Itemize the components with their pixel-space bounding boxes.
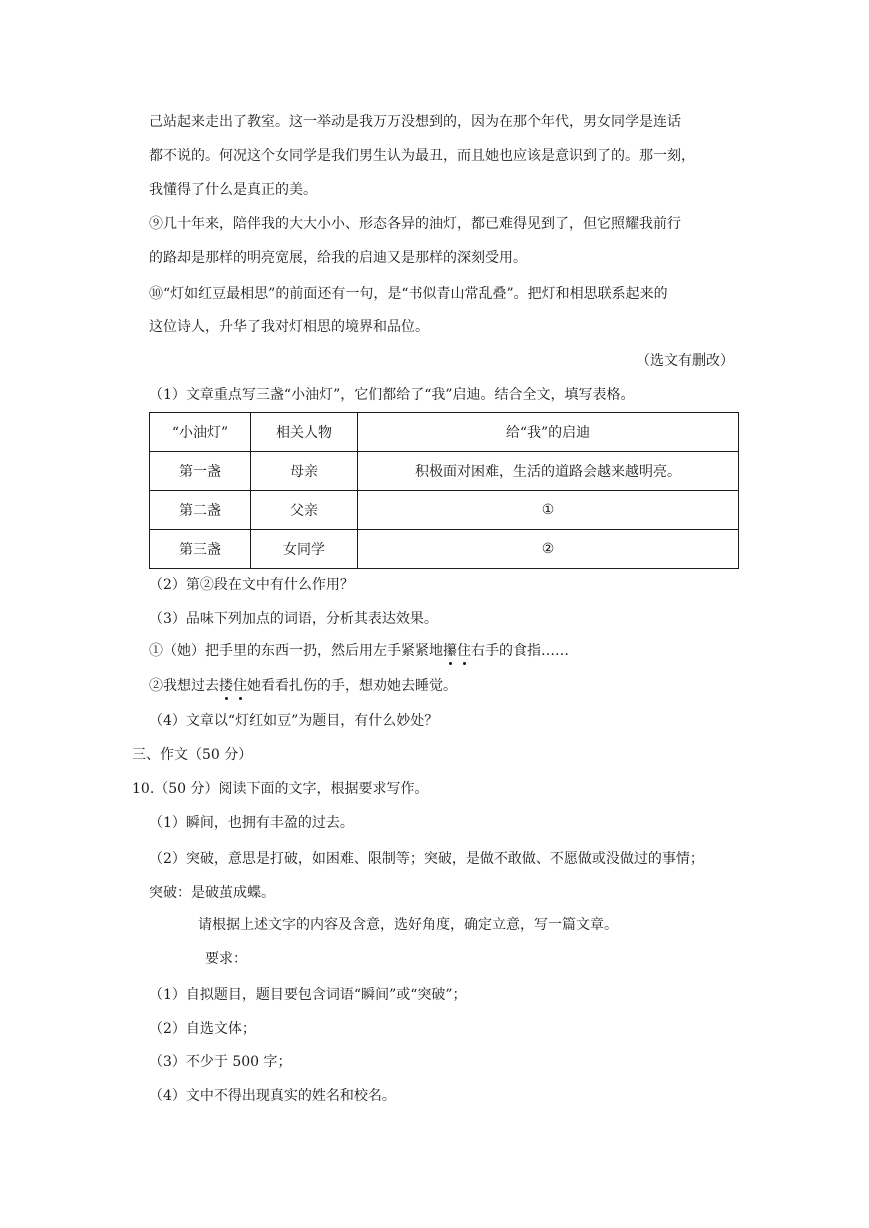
question-10-stem: 10.（50 分）阅读下面的文字，根据要求写作。 [132, 781, 429, 797]
section-title: 三、作文（50 分） [132, 747, 253, 763]
paragraph-10-line: ⑩“灯如红豆最相思”的前面还有一句，是“书似青山常乱叠”。把灯和相思联系起来的 [149, 286, 668, 302]
table-header-cell: “小油灯” [150, 413, 251, 452]
table-cell: 第二盏 [150, 491, 251, 530]
table-row [150, 491, 739, 530]
table-cell: ① [358, 491, 739, 530]
table-row [150, 530, 739, 569]
table-cell: 第三盏 [150, 530, 251, 569]
dotted-character: 住 [457, 643, 471, 659]
requirement-item: （4）文中不得出现真实的姓名和校名。 [149, 1088, 396, 1104]
table-cell: 女同学 [251, 530, 358, 569]
material-2-line: 突破：是破茧成蝶。 [149, 885, 275, 901]
table-header-cell: 给“我”的启迪 [358, 413, 739, 452]
question-3-item-2 [149, 676, 457, 696]
requirement-item: （1）自拟题目，题目要包含词语“瞬间”或“突破”； [149, 987, 467, 1003]
item-text: ②我想过去 [149, 678, 219, 694]
question-4: （4）文章以“灯红如豆”为题目，有什么妙处？ [149, 713, 439, 729]
paragraph-10-line: 这位诗人，升华了我对灯相思的境界和品位。 [149, 319, 429, 335]
item-text: 右手的食指…… [471, 643, 569, 659]
dotted-character: 住 [233, 678, 247, 694]
table-cell: 第一盏 [150, 452, 251, 491]
requirements-label: 要求： [205, 951, 247, 967]
table-header-cell: 相关人物 [251, 413, 358, 452]
writing-instruction: 请根据上述文字的内容及含意，选好角度，确定立意，写一篇文章。 [198, 917, 618, 933]
question-3-item-1 [149, 641, 569, 661]
item-text: ①（她）把手里的东西一扔，然后用左手紧紧地 [149, 643, 443, 659]
table-cell: 母亲 [251, 452, 358, 491]
requirement-item: （3）不少于 500 字； [149, 1054, 292, 1070]
material-2-line: （2）突破，意思是打破，如困难、限制等；突破，是做不敢做、不愿做或没做过的事情； [149, 851, 704, 867]
table-cell: 父亲 [251, 491, 358, 530]
question-3: （3）品味下列加点的词语，分析其表达效果。 [149, 611, 438, 627]
passage-line: 我懂得了什么是真正的美。 [149, 182, 317, 198]
paragraph-9-line: ⑨几十年来，陪伴我的大大小小、形态各异的油灯，都已难得见到了，但它照耀我前行 [149, 216, 681, 232]
table-header-row [150, 413, 739, 452]
question-1: （1）文章重点写三盏“小油灯”，它们都给了“我”启迪。结合全文，填写表格。 [149, 387, 635, 403]
dotted-character: 搂 [219, 678, 233, 694]
table-cell: 积极面对困难，生活的道路会越来越明亮。 [358, 452, 739, 491]
requirement-item: （2）自选文体； [149, 1021, 256, 1037]
material-1: （1）瞬间，也拥有丰盈的过去。 [149, 815, 354, 831]
dotted-character: 攥 [443, 643, 457, 659]
source-note: （选文有删改） [636, 353, 734, 369]
table-row [150, 452, 739, 491]
lamp-table [149, 412, 739, 569]
table-cell: ② [358, 530, 739, 569]
passage-line: 都不说的。何况这个女同学是我们男生认为最丑，而且她也应该是意识到了的。那一刻， [149, 148, 695, 164]
paragraph-9-line: 的路却是那样的明亮宽展，给我的启迪又是那样的深刻受用。 [149, 250, 527, 266]
question-2: （2）第②段在文中有什么作用？ [149, 577, 354, 593]
item-text: 她看看扎伤的手，想劝她去睡觉。 [247, 678, 457, 694]
passage-line: 己站起来走出了教室。这一举动是我万万没想到的，因为在那个年代，男女同学是连话 [149, 114, 681, 130]
